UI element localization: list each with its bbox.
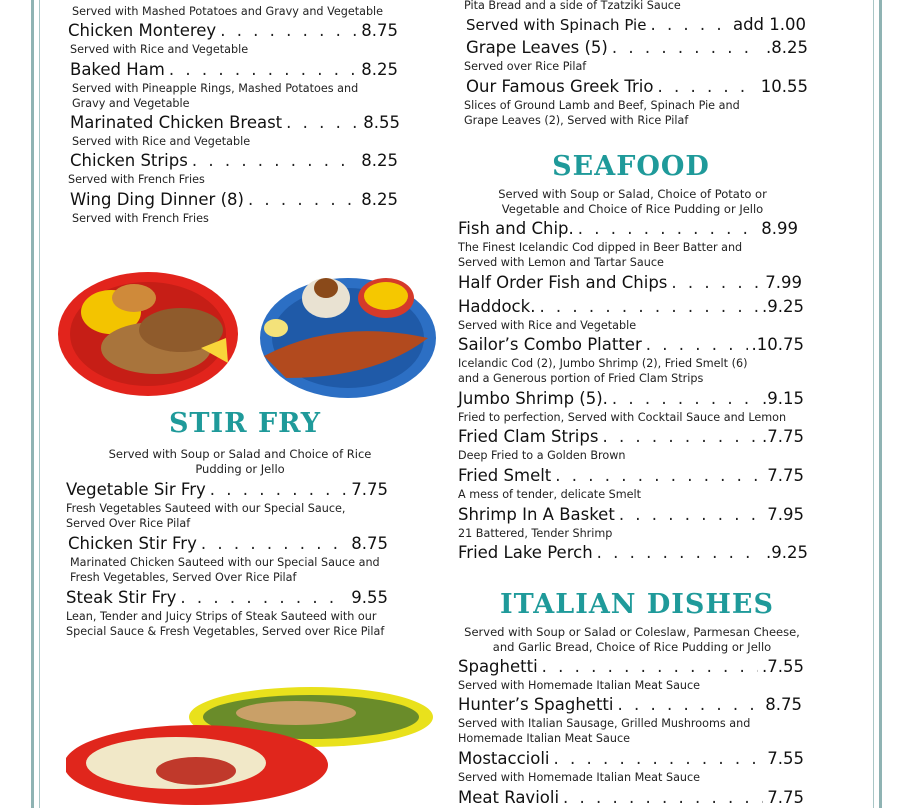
menu-item [458,334,804,386]
item-name: Grape Leaves (5) [466,38,608,57]
italian-heading: ITALIAN DISHES [500,589,774,620]
menu-item [458,272,802,294]
item-name: Wing Ding Dinner (8) [70,190,244,209]
item-note: 21 Battered, Tender Shrimp [458,527,613,540]
item-price: 7.75 [767,788,804,807]
seafood-intro: Served with Soup or Salad, Choice of Potato or Vegetable and Choice of Rice Pudding or Jello [498,187,767,216]
item-price: 7.55 [767,749,804,768]
stir-fry-heading: STIR FRY [168,408,322,439]
item-note: Fresh Vegetables Sauteed with our Special Sauce, Served Over Rice Pilaf [66,502,346,530]
top-note-left: Served with Mashed Potatoes and Gravy and Vegetable [72,5,384,18]
menu-item [70,189,398,226]
item-price: 9.55 [351,588,388,607]
menu-item [66,587,388,639]
item-note: Icelandic Cod (2), Jumbo Shrimp (2), Fried Smelt (6) and a Generous portion of Fried Clam Strips [458,357,748,385]
item-name: Spaghetti [458,657,538,676]
item-name: Half Order Fish and Chips [458,273,668,292]
menu-item [70,112,400,149]
item-name: Fried Smelt [458,466,552,485]
menu-item [68,20,398,57]
menu-item [458,656,804,693]
photo-grilled-chicken [56,268,240,402]
item-note: A mess of tender, delicate Smelt [458,488,642,501]
item-price: .9.15 [762,389,804,408]
item-name: Chicken Stir Fry [68,534,197,553]
italian-intro: Served with Soup or Salad or Coleslaw, Parmesan Cheese, and Garlic Bread, Choice of Rice Pudding or Jello [464,625,800,654]
item-price: .7.55 [762,657,804,676]
frame-border-right-outer [879,0,882,808]
frame-border-left-inner [39,0,40,808]
menu-item [458,694,802,746]
item-price: .7.75 [762,427,804,446]
item-name: Fish and Chip. [458,219,574,238]
item-price: .9.25 [762,297,804,316]
item-note: Fried to perfection, Served with Cocktail Sauce and Lemon [458,411,787,424]
menu-item [466,14,806,36]
menu-item [466,76,808,128]
item-name: Chicken Monterey [68,21,217,40]
item-name: Fried Lake Perch [458,543,593,562]
item-price: 7.99 [765,273,802,292]
item-note: Served with Pineapple Rings, Mashed Potatoes and Gravy and Vegetable [72,82,359,110]
item-note: Served with Rice and Vegetable [72,135,251,148]
item-note: Lean, Tender and Juicy Strips of Steak Sauteed with our Special Sauce & Fresh Vegetables, Served over Rice Pilaf [66,610,385,638]
item-note: Marinated Chicken Sauteed with our Special Sauce and Fresh Vegetables, Served Over Rice Pilaf [70,556,380,584]
item-price: 8.25 [361,190,398,209]
photo-pasta-stirfry [66,685,438,808]
item-price: 8.75 [361,21,398,40]
item-name: Hunter’s Spaghetti [458,695,614,714]
item-note: Served with Rice and Vegetable [70,43,249,56]
item-price: 7.75 [351,480,388,499]
photo-blackened-fish [256,268,438,402]
item-note: Served with Homemade Italian Meat Sauce [458,771,701,784]
item-name: Vegetable Sir Fry [66,480,206,499]
item-note: Served over Rice Pilaf [464,60,587,73]
menu-item [66,479,388,531]
item-name: Shrimp In A Basket [458,505,615,524]
seafood-heading: SEAFOOD [552,151,710,182]
menu-item [458,542,808,564]
item-name: Meat Ravioli [458,788,560,807]
item-name: Mostaccioli [458,749,550,768]
item-note: Served with French Fries [68,173,205,186]
stir-fry-intro: Served with Soup or Salad and Choice of Rice Pudding or Jello [108,447,372,476]
item-name: Haddock. [458,297,536,316]
menu-item [458,465,804,502]
menu-item [68,533,388,585]
item-name: Fried Clam Strips [458,427,599,446]
menu-item [458,787,804,809]
item-price: 8.75 [351,534,388,553]
item-name: Steak Stir Fry [66,588,177,607]
menu-item [458,504,804,541]
frame-border-right-inner [873,0,874,808]
item-name: Sailor’s Combo Platter [458,335,642,354]
item-note: Served with Homemade Italian Meat Sauce [458,679,701,692]
item-price: .10.75 [751,335,804,354]
item-price: 10.55 [760,77,808,96]
menu-item [70,150,398,187]
item-note: Served with French Fries [72,212,209,225]
frame-border-left-outer [31,0,34,808]
menu-item [458,218,798,270]
item-price: 8.99 [761,219,798,238]
menu-item [458,388,804,425]
item-name: Baked Ham [70,60,165,79]
item-price: 8.55 [363,113,400,132]
item-note: Deep Fried to a Golden Brown [458,449,626,462]
item-name: Chicken Strips [70,151,188,170]
item-note: Served with Rice and Vegetable [458,319,637,332]
item-note: Served with Italian Sausage, Grilled Mushrooms and Homemade Italian Meat Sauce [458,717,751,745]
item-price: .8.25 [766,38,808,57]
menu-item [70,59,398,111]
item-price: 7.95 [767,505,804,524]
menu-item [458,296,804,333]
item-note: The Finest Icelandic Cod dipped in Beer Batter and Served with Lemon and Tartar Sauce [458,241,743,269]
item-price: 7.75 [767,466,804,485]
menu-item [458,748,804,785]
item-name: Jumbo Shrimp (5). [458,389,608,408]
item-name: Marinated Chicken Breast [70,113,283,132]
menu-item [458,426,804,463]
item-price: 8.25 [361,60,398,79]
item-price: .9.25 [766,543,808,562]
item-price: add 1.00 [732,15,806,34]
item-price: 8.75 [765,695,802,714]
item-price: 8.25 [361,151,398,170]
menu-item [466,37,808,74]
item-name: Our Famous Greek Trio [466,77,654,96]
top-note-right: Pita Bread and a side of Tzatziki Sauce [464,0,681,12]
item-note: Slices of Ground Lamb and Beef, Spinach Pie and Grape Leaves (2), Served with Rice Pilaf [464,99,740,127]
item-name: Served with Spinach Pie [466,16,647,34]
